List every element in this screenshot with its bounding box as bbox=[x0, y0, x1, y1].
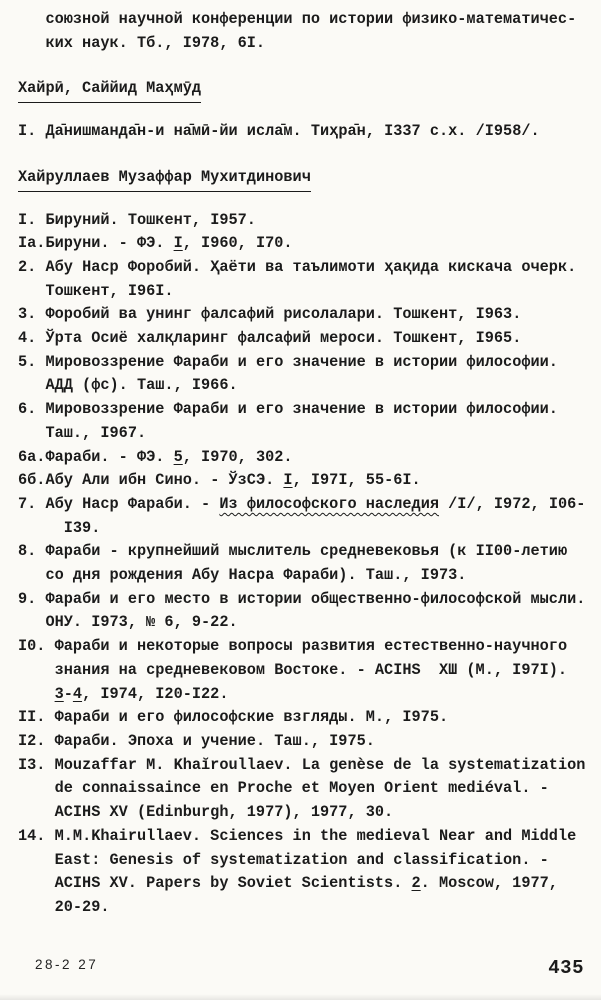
continuation-line: союзной научной конференции по истории физико-математичес- bbox=[45, 10, 577, 28]
text-segment: East: Genesis of systematization and classification. - bbox=[54, 850, 549, 869]
item-number: I3. bbox=[18, 755, 55, 774]
text-segment: Фараби. Эпоха и учение. Таш., I975. bbox=[54, 731, 375, 750]
item-line bbox=[18, 896, 598, 920]
text-segment: АДД (фс). Таш., I966. bbox=[45, 376, 238, 395]
text-segment: , I960, I70. bbox=[182, 234, 293, 253]
text-segment: Абу Али ибн Сино. - ЎзСЭ. bbox=[45, 471, 284, 490]
bibliography-item bbox=[18, 303, 598, 327]
text-segment: , I97I, 55-6I. bbox=[292, 471, 421, 490]
text-segment: Фараби и некоторые вопросы развития естественно-научного bbox=[54, 637, 568, 656]
text-segment: 20-29. bbox=[54, 897, 110, 916]
section-heading-text: Хайрӣ, Саййид Маҳмӯд bbox=[18, 77, 201, 103]
underlined-text: 4 bbox=[72, 684, 83, 703]
item-line bbox=[18, 611, 598, 635]
item-line bbox=[18, 683, 598, 707]
wavy-underlined-text: Из философского наследия bbox=[219, 494, 439, 513]
text-segment: Да̄нишманда̄н-и на̄мӣ-йи исла̄м. Тиҳра̄н, I337 с.х. /I958/. bbox=[45, 122, 540, 141]
text-segment: со дня рождения Абу Насра Фараби). Таш., I973. bbox=[45, 566, 467, 585]
text-segment: de connaissaince en Proche et Moyen Orient mediéval. - bbox=[54, 779, 549, 798]
bibliography-item bbox=[18, 825, 598, 920]
item-line bbox=[18, 469, 598, 493]
text-segment: Бируни. - ФЭ. bbox=[45, 234, 174, 253]
text-segment: Ўрта Осиё халқларинг фалсафий мероси. Тошкент, I965. bbox=[45, 329, 522, 348]
bibliography-item bbox=[18, 469, 598, 493]
text-segment: Абу Наср Форобий. Ҳаёти ва таълимоти ҳақида кискача очерк. bbox=[45, 257, 577, 276]
bibliography-item bbox=[18, 398, 598, 445]
item-number: I0. bbox=[18, 637, 55, 656]
bibliography-item bbox=[18, 446, 598, 470]
item-number: 14. bbox=[18, 826, 55, 845]
underlined-text: 2 bbox=[411, 874, 421, 893]
text-segment: Mouzaffar M. Khaĭroullaev. La genèse de la systematization bbox=[54, 755, 586, 774]
item-number: 2. bbox=[18, 257, 46, 276]
item-line bbox=[18, 493, 598, 517]
text-segment: Фараби и его философские взгляды. М., I975. bbox=[54, 708, 449, 727]
item-line bbox=[18, 564, 598, 588]
item-line bbox=[18, 825, 598, 849]
bibliography-item bbox=[18, 635, 598, 706]
text-segment: I39. bbox=[63, 518, 101, 537]
item-line bbox=[18, 659, 598, 683]
bibliography-section bbox=[18, 77, 598, 143]
item-number: 7. bbox=[18, 494, 46, 513]
item-line bbox=[18, 446, 598, 470]
item-line bbox=[18, 635, 598, 659]
item-line bbox=[18, 540, 598, 564]
item-number: 9. bbox=[18, 589, 46, 608]
item-line bbox=[18, 754, 598, 778]
text-segment: Тошкент, I96I. bbox=[45, 281, 174, 300]
item-number: I. bbox=[18, 210, 46, 229]
underlined-text: 3 bbox=[54, 684, 64, 703]
bibliography-list bbox=[18, 209, 598, 920]
bibliography-item bbox=[18, 588, 598, 635]
text-segment: Бируний. Тошкент, I957. bbox=[45, 210, 256, 229]
bibliography-item bbox=[18, 540, 598, 587]
page-number: 435 bbox=[548, 957, 584, 979]
text-segment: - bbox=[63, 684, 73, 703]
item-line bbox=[18, 517, 598, 541]
underlined-text: I bbox=[283, 471, 293, 490]
underlined-text: I bbox=[173, 234, 183, 253]
text-segment: , I970, 302. bbox=[182, 447, 293, 466]
item-line bbox=[18, 256, 598, 280]
bibliography-item bbox=[18, 209, 598, 233]
bibliography-item bbox=[18, 706, 598, 730]
item-line bbox=[18, 872, 598, 896]
section-heading bbox=[18, 166, 598, 192]
item-line bbox=[18, 327, 598, 351]
text-segment: M.M.Khairullaev. Sciences in the medieval Near and Middle bbox=[54, 826, 577, 845]
bibliography-item bbox=[18, 351, 598, 398]
text-segment: . Moscow, 1977, bbox=[420, 874, 558, 893]
text-segment: Абу Наср Фараби. - bbox=[45, 494, 220, 513]
text-segment: , I974, I20-I22. bbox=[82, 684, 229, 703]
bibliography-item bbox=[18, 730, 598, 754]
item-number: 8. bbox=[18, 542, 46, 561]
bibliography-item bbox=[18, 256, 598, 303]
text-segment: ACIHS XV (Edinburgh, 1977), 1977, 30. bbox=[54, 803, 394, 822]
text-segment: Фараби и его место в истории общественно-философской мысли. bbox=[45, 589, 586, 608]
page-content bbox=[18, 8, 598, 920]
item-number: 4. bbox=[18, 329, 46, 348]
bibliography-item bbox=[18, 327, 598, 351]
text-segment: /I/, I972, I06- bbox=[439, 494, 586, 513]
bibliography-item bbox=[18, 232, 598, 256]
item-number: 6б. bbox=[18, 471, 46, 490]
item-line bbox=[18, 588, 598, 612]
item-number: I2. bbox=[18, 731, 55, 750]
item-number: Iа. bbox=[18, 234, 46, 253]
item-line bbox=[18, 232, 598, 256]
item-line bbox=[18, 303, 598, 327]
item-line bbox=[18, 422, 598, 446]
item-number: 3. bbox=[18, 305, 46, 324]
item-number: 6а. bbox=[18, 447, 46, 466]
bibliography-item bbox=[18, 754, 598, 825]
text-segment: Таш., I967. bbox=[45, 423, 147, 442]
item-line bbox=[18, 777, 598, 801]
item-line bbox=[18, 398, 598, 422]
bibliography-list bbox=[18, 120, 598, 144]
bibliography-section bbox=[18, 166, 598, 920]
text-segment: Форобий ва унинг фалсафий рисолалари. Тошкент, I963. bbox=[45, 305, 522, 324]
section-heading-text: Хайруллаев Музаффар Мухитдинович bbox=[18, 166, 311, 192]
item-line bbox=[18, 209, 598, 233]
text-segment: знания на средневековом Востоке. - ACIHS ХШ (М., I97I). bbox=[54, 660, 568, 679]
item-line bbox=[18, 374, 598, 398]
item-line bbox=[18, 280, 598, 304]
item-number: II. bbox=[18, 708, 55, 727]
bibliography-item bbox=[18, 120, 598, 144]
section-heading bbox=[18, 77, 598, 103]
text-segment: ОНУ. I973, № 6, 9-22. bbox=[45, 613, 238, 632]
bibliography-item bbox=[18, 493, 598, 540]
continuation-line: ких наук. Тб., I978, 6I. bbox=[45, 33, 266, 52]
printers-key: 28-2 27 bbox=[35, 957, 99, 972]
item-line bbox=[18, 730, 598, 754]
item-number: I. bbox=[18, 122, 46, 141]
continuation-text bbox=[18, 8, 598, 55]
item-line bbox=[18, 351, 598, 375]
underlined-text: 5 bbox=[173, 447, 183, 466]
item-line bbox=[18, 706, 598, 730]
text-segment: Мировоззрение Фараби и его значение в истории философии. bbox=[45, 400, 558, 419]
text-segment: ACIHS XV. Papers by Soviet Scientists. bbox=[54, 874, 412, 893]
item-number: 6. bbox=[18, 400, 46, 419]
item-number: 5. bbox=[18, 352, 46, 371]
text-segment: Фараби. - ФЭ. bbox=[45, 447, 174, 466]
bibliography-sections bbox=[18, 77, 598, 919]
text-segment: Мировоззрение Фараби и его значение в истории философии. bbox=[45, 352, 558, 371]
text-segment: Фараби - крупнейший мыслитель средневековья (к II00-летию bbox=[45, 542, 568, 561]
item-line bbox=[18, 120, 598, 144]
scan-edge-shadow bbox=[0, 994, 601, 1000]
item-line bbox=[18, 849, 598, 873]
item-line bbox=[18, 801, 598, 825]
